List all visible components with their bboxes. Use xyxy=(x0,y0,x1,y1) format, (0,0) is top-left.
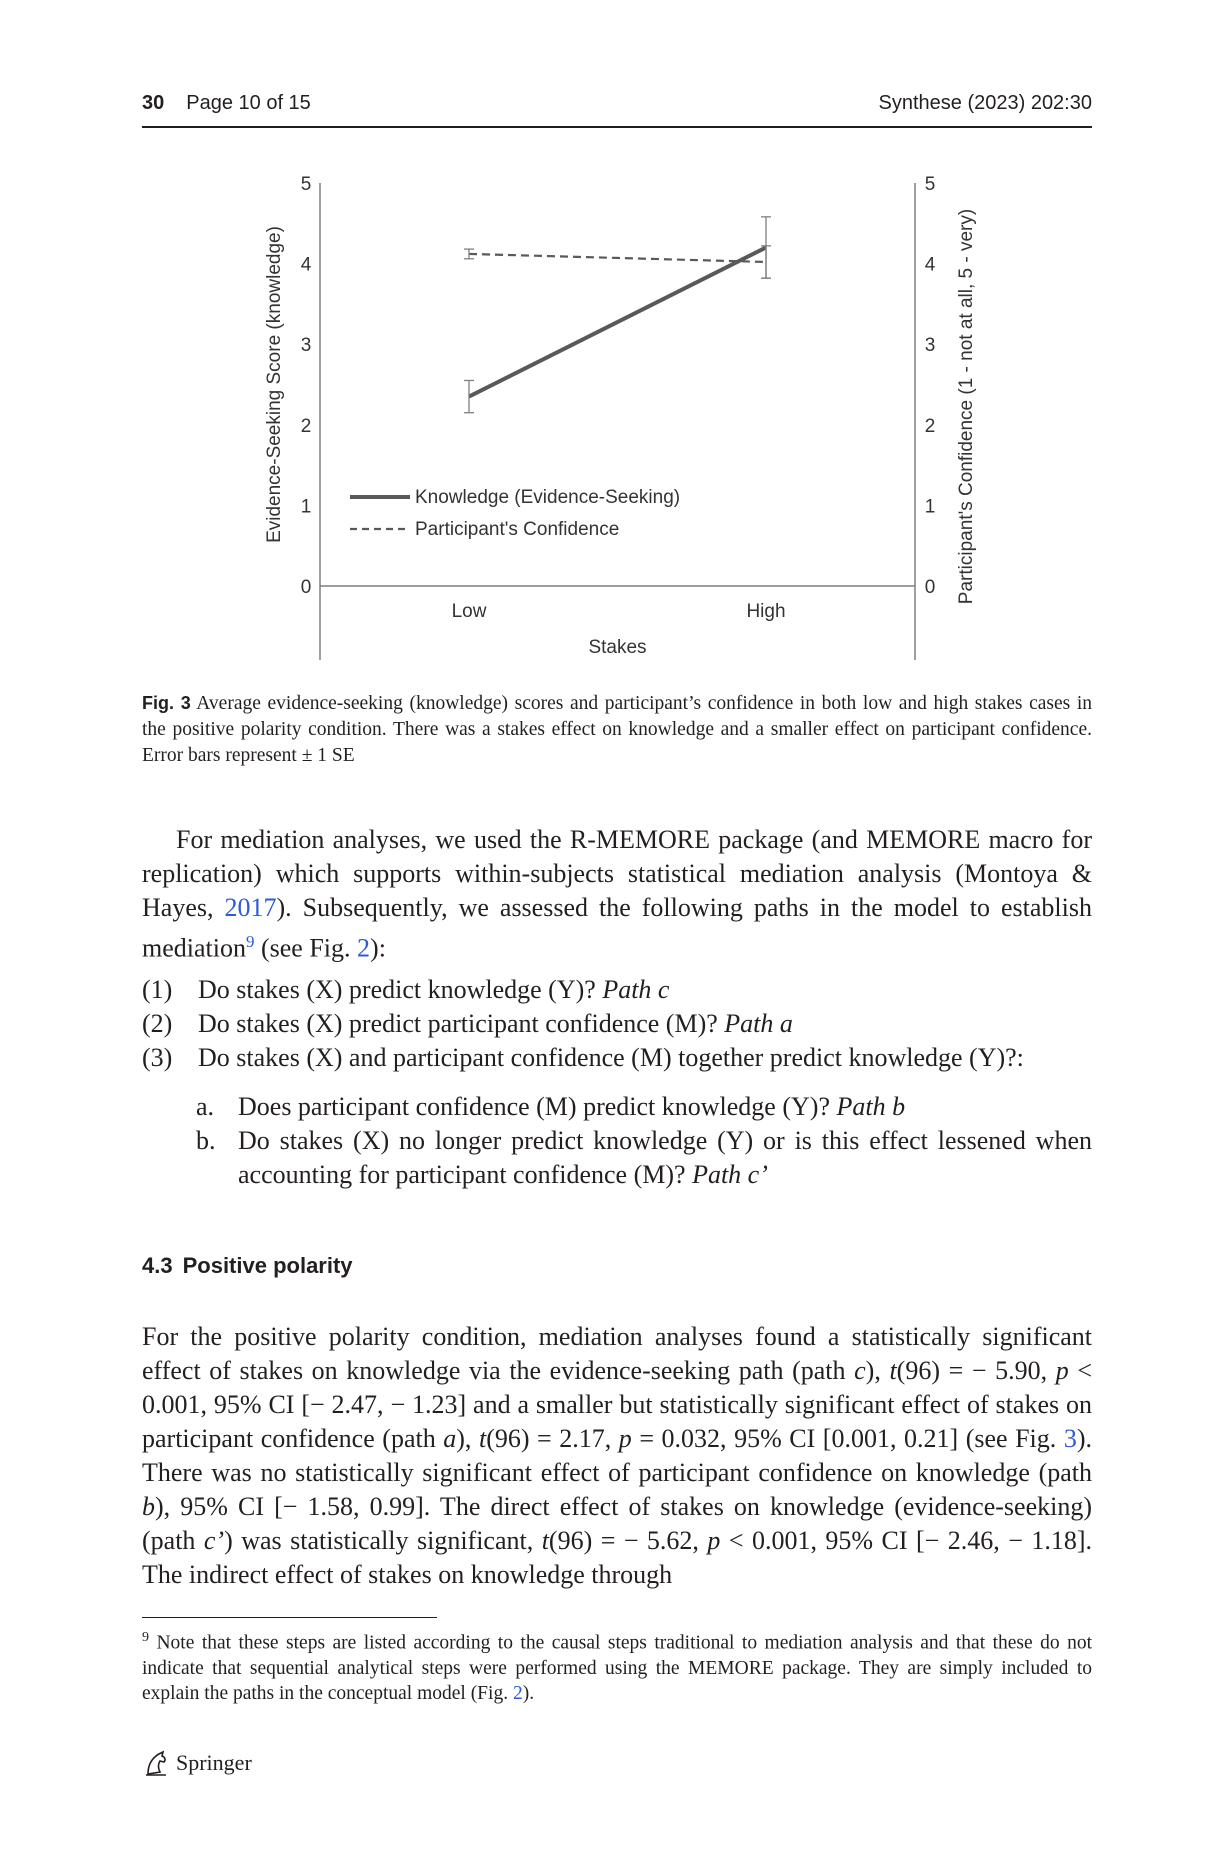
p2-text: ) was statistically significant, xyxy=(224,1526,542,1555)
sublist-text: Does participant confidence (M) predict knowledge (Y)? xyxy=(238,1092,837,1121)
p2-text: < 0.001, 95% CI [− 2.46, − 1.18]. The indirect effect of stakes on knowledge through xyxy=(142,1526,1093,1589)
list-item xyxy=(142,1007,1092,1041)
sublist-item xyxy=(196,1090,1092,1124)
y-axis-title-right: Participant's Confidence (1 - not at all, 5 - very) xyxy=(956,208,977,605)
paragraph-positive-polarity xyxy=(142,1320,1092,1592)
p2-text: (96) = − 5.90, xyxy=(896,1356,1056,1385)
y-tick-label-right: 1 xyxy=(924,496,936,518)
figure-ref-link[interactable]: 3 xyxy=(1063,1424,1077,1453)
p2-text: ), xyxy=(865,1356,890,1385)
p2-stat: t xyxy=(541,1526,549,1555)
sublist-path: Path c’ xyxy=(692,1160,768,1189)
list-number: (3) xyxy=(142,1043,173,1072)
list-number: (2) xyxy=(142,1009,173,1038)
list-number: (1) xyxy=(142,975,173,1004)
page-of: Page 10 of 15 xyxy=(186,92,311,114)
y-tick-label-left: 1 xyxy=(300,496,312,518)
sublist-letter: a. xyxy=(196,1092,215,1121)
series-line-2 xyxy=(469,254,766,262)
p2-text: For the positive polarity condition, mediation analyses found a statistically significant effect of stakes on knowledge via the evidence-seeking path (path xyxy=(142,1322,1092,1385)
p2-text: ), xyxy=(456,1424,479,1453)
p2-text: (96) = 2.17, xyxy=(486,1424,619,1453)
p2-stat: p xyxy=(618,1424,632,1453)
list-text: Do stakes (X) predict participant confidence (M)? xyxy=(198,1009,725,1038)
y-tick-label-left: 4 xyxy=(300,254,312,276)
y-tick-label-left: 0 xyxy=(300,577,312,598)
y-axis-title-left: Evidence-Seeking Score (knowledge) xyxy=(264,226,285,543)
sublist-item xyxy=(196,1124,1092,1192)
p2-path: a xyxy=(443,1424,457,1453)
list-item xyxy=(142,1041,1092,1075)
section-title: Positive polarity xyxy=(182,1253,353,1278)
x-tick-label: High xyxy=(746,601,786,622)
publisher-logo xyxy=(142,1748,252,1778)
citation-link[interactable]: 2017 xyxy=(224,893,277,922)
figure-3-chart xyxy=(0,0,1221,680)
caption-text: Average evidence-seeking (knowledge) scores and participant’s confidence in both low and high stakes cases in the positive polarity condition. There was a stakes effect on knowledge and a smaller effect on participant confidence. Error bars represent ± 1 SE xyxy=(142,693,1092,766)
list-text: Do stakes (X) and participant confidence (M) together predict knowledge (Y)?: xyxy=(198,1043,1024,1072)
p2-stat: t xyxy=(478,1424,487,1453)
footnote-text: Note that these steps are listed according to the causal steps traditional to mediation analysis and that these do not indicate that sequential analytical steps were performed using the MEMORE package. They are simply included to explain the paths in the conceptual model (Fig. xyxy=(142,1632,1092,1704)
p2-text: ). There was no statistically significant effect of participant confidence on knowledge (path xyxy=(142,1424,1092,1487)
p2-text: < 0.001, 95% CI [− 2.47, − 1.23] and a smaller but statistically significant effect of stakes on participant confidence (path xyxy=(142,1356,1092,1453)
y-tick-label-right: 5 xyxy=(924,174,936,195)
section-number: 4.3 xyxy=(142,1253,173,1278)
p2-text: = 0.032, 95% CI [0.001, 0.21] (see Fig. xyxy=(631,1424,1064,1453)
list-text: Do stakes (X) predict knowledge (Y)? xyxy=(198,975,603,1004)
figure-ref-link[interactable]: 2 xyxy=(357,933,371,963)
y-tick-label-right: 3 xyxy=(924,335,936,357)
legend-label: Knowledge (Evidence-Seeking) xyxy=(415,487,681,508)
y-tick-label-right: 0 xyxy=(924,577,936,598)
figure-ref-link[interactable]: 2 xyxy=(512,1682,523,1704)
paragraph-mediation xyxy=(142,823,1092,966)
list-path: Path a xyxy=(724,1009,793,1038)
figure-caption xyxy=(142,690,1092,769)
legend-label: Participant's Confidence xyxy=(415,519,620,540)
p2-text: ), 95% CI [− 1.58, 0.99]. The direct effect of stakes on knowledge (evidence-seeking) (path xyxy=(142,1492,1092,1555)
list-item xyxy=(142,973,1092,1007)
p2-path: b xyxy=(142,1492,155,1521)
x-tick-label: Low xyxy=(451,601,487,622)
y-tick-label-right: 4 xyxy=(924,254,936,276)
p2-stat: p xyxy=(707,1526,721,1555)
y-tick-label-left: 5 xyxy=(300,174,312,195)
p2-path: c’ xyxy=(203,1526,225,1555)
footnote-rule xyxy=(142,1617,437,1618)
footnote-end: ). xyxy=(522,1682,535,1704)
series-line-1 xyxy=(469,247,766,396)
caption-label: Fig. 3 xyxy=(142,693,191,713)
footnote-ref[interactable]: 9 xyxy=(245,932,255,951)
springer-horse-icon xyxy=(142,1748,172,1778)
para1-text-2: ). Subsequently, we assessed the following paths in the model to establish mediation xyxy=(142,893,1092,963)
p2-path: c xyxy=(854,1356,866,1385)
paths-list xyxy=(142,973,1092,1075)
para1-text-4: ): xyxy=(370,933,386,963)
y-tick-label-left: 2 xyxy=(300,415,312,437)
publisher-name: Springer xyxy=(176,1750,252,1775)
section-heading xyxy=(142,1253,353,1279)
para1-text-3: (see Fig. xyxy=(254,933,358,963)
y-tick-label-left: 3 xyxy=(300,335,312,357)
sublist-text: Do stakes (X) no longer predict knowledge (Y) or is this effect lessened when accounting for participant confidence (M)? xyxy=(238,1126,1092,1189)
p2-stat: p xyxy=(1055,1356,1069,1385)
sublist-letter: b. xyxy=(196,1126,216,1155)
para1-text-1: For mediation analyses, we used the R-MEMORE package (and MEMORE macro for replication) which supports within-subjects statistical mediation analysis (Montoya & Hayes, xyxy=(142,825,1092,922)
p2-stat: t xyxy=(889,1356,897,1385)
footnote-mark: 9 xyxy=(142,1630,149,1645)
paths-sublist xyxy=(196,1090,1092,1192)
x-axis-title: Stakes xyxy=(588,637,647,658)
p2-text: (96) = − 5.62, xyxy=(548,1526,708,1555)
sublist-path: Path b xyxy=(836,1092,906,1121)
footnote-9 xyxy=(142,1625,1092,1706)
y-tick-label-right: 2 xyxy=(924,415,936,437)
journal-citation: Synthese (2023) 202:30 xyxy=(878,92,1092,114)
page-number: 30 xyxy=(142,92,165,114)
list-path: Path c xyxy=(602,975,670,1004)
